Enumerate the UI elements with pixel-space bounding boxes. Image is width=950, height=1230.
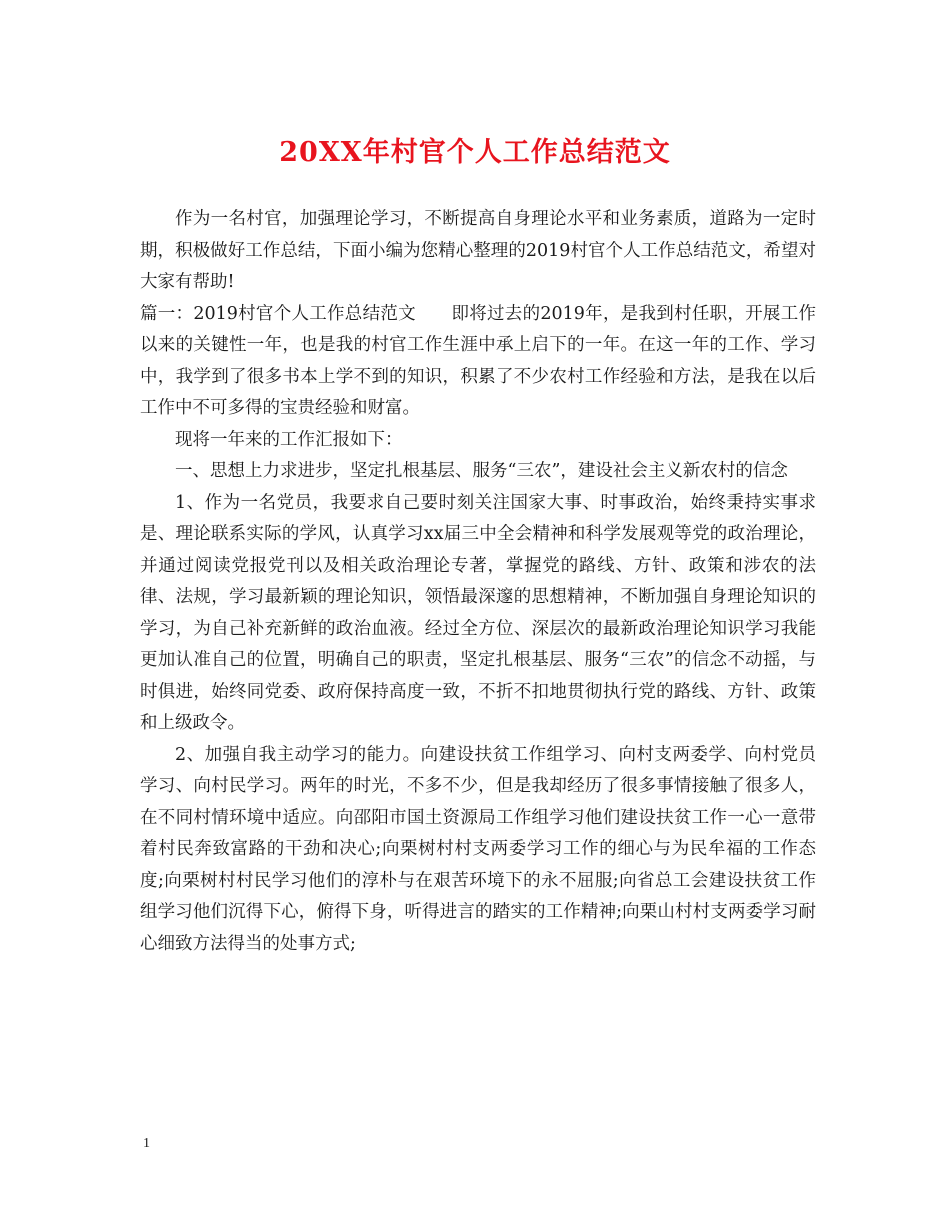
intro-paragraph: 作为一名村官，加强理论学习，不断提高自身理论水平和业务素质，道路为一定时期，积极做好工作总结，下面小编为您精心整理的2019村官个人工作总结范文，希望对大家有帮助!	[140, 209, 816, 292]
section-one-paragraph: 篇一：2019村官个人工作总结范文 即将过去的2019年，是我到村任职，开展工作以来的关键性一年，也是我的村官工作生涯中承上启下的一年。在这一年的工作、学习中，我学到了很多书本上学不到的知识，积累了不少农村工作经验和方法，是我在以后工作中不可多得的宝贵经验和财富。	[140, 303, 816, 418]
item-one-paragraph: 1、作为一名党员，我要求自己要时刻关注国家大事、时事政治，始终秉持实事求是、理论联系实际的学风，认真学习xx届三中全会精神和科学发展观等党的政治理论，并通过阅读党报党刊以及相关政治理论专著，掌握党的路线、方针、政策和涉农的法律、法规，学习最新颖的理论知识，领悟最深邃的思想精神，不断加强自身理论知识的学习，为自己补充新鲜的政治血液。经过全方位、深层次的最新政治理论知识学习我能更加认准自己的位置，明确自己的职责，坚定扎根基层、服务“三农”的信念不动摇，与时俱进，始终同党委、政府保持高度一致，不折不扣地贯彻执行党的路线、方针、政策和上级政令。	[140, 492, 816, 733]
item-two-paragraph: 2、加强自我主动学习的能力。向建设扶贫工作组学习、向村支两委学、向村党员学习、向村民学习。两年的时光，不多不少，但是我却经历了很多事情接触了很多人，在不同村情环境中适应。向邵阳市国土资源局工作组学习他们建设扶贫工作一心一意带着村民奔致富路的干劲和决心;向栗树村村支两委学习工作的细心与为民牟福的工作态度;向栗树村村民学习他们的淳朴与在艰苦环境下的永不屈服;向省总工会建设扶贫工作组学习他们沉得下心，俯得下身，听得进言的踏实的工作精神;向栗山村村支两委学习耐心细致方法得当的处事方式;	[140, 744, 816, 954]
document-body	[140, 204, 816, 960]
report-intro-paragraph: 现将一年来的工作汇报如下：	[175, 429, 403, 450]
document-title: 20XX年村官个人工作总结范文	[279, 137, 671, 168]
heading-one-paragraph: 一、思想上力求进步，坚定扎根基层、服务“三农”，建设社会主义新农村的信念	[175, 461, 788, 481]
page-number: 1	[143, 1136, 150, 1151]
